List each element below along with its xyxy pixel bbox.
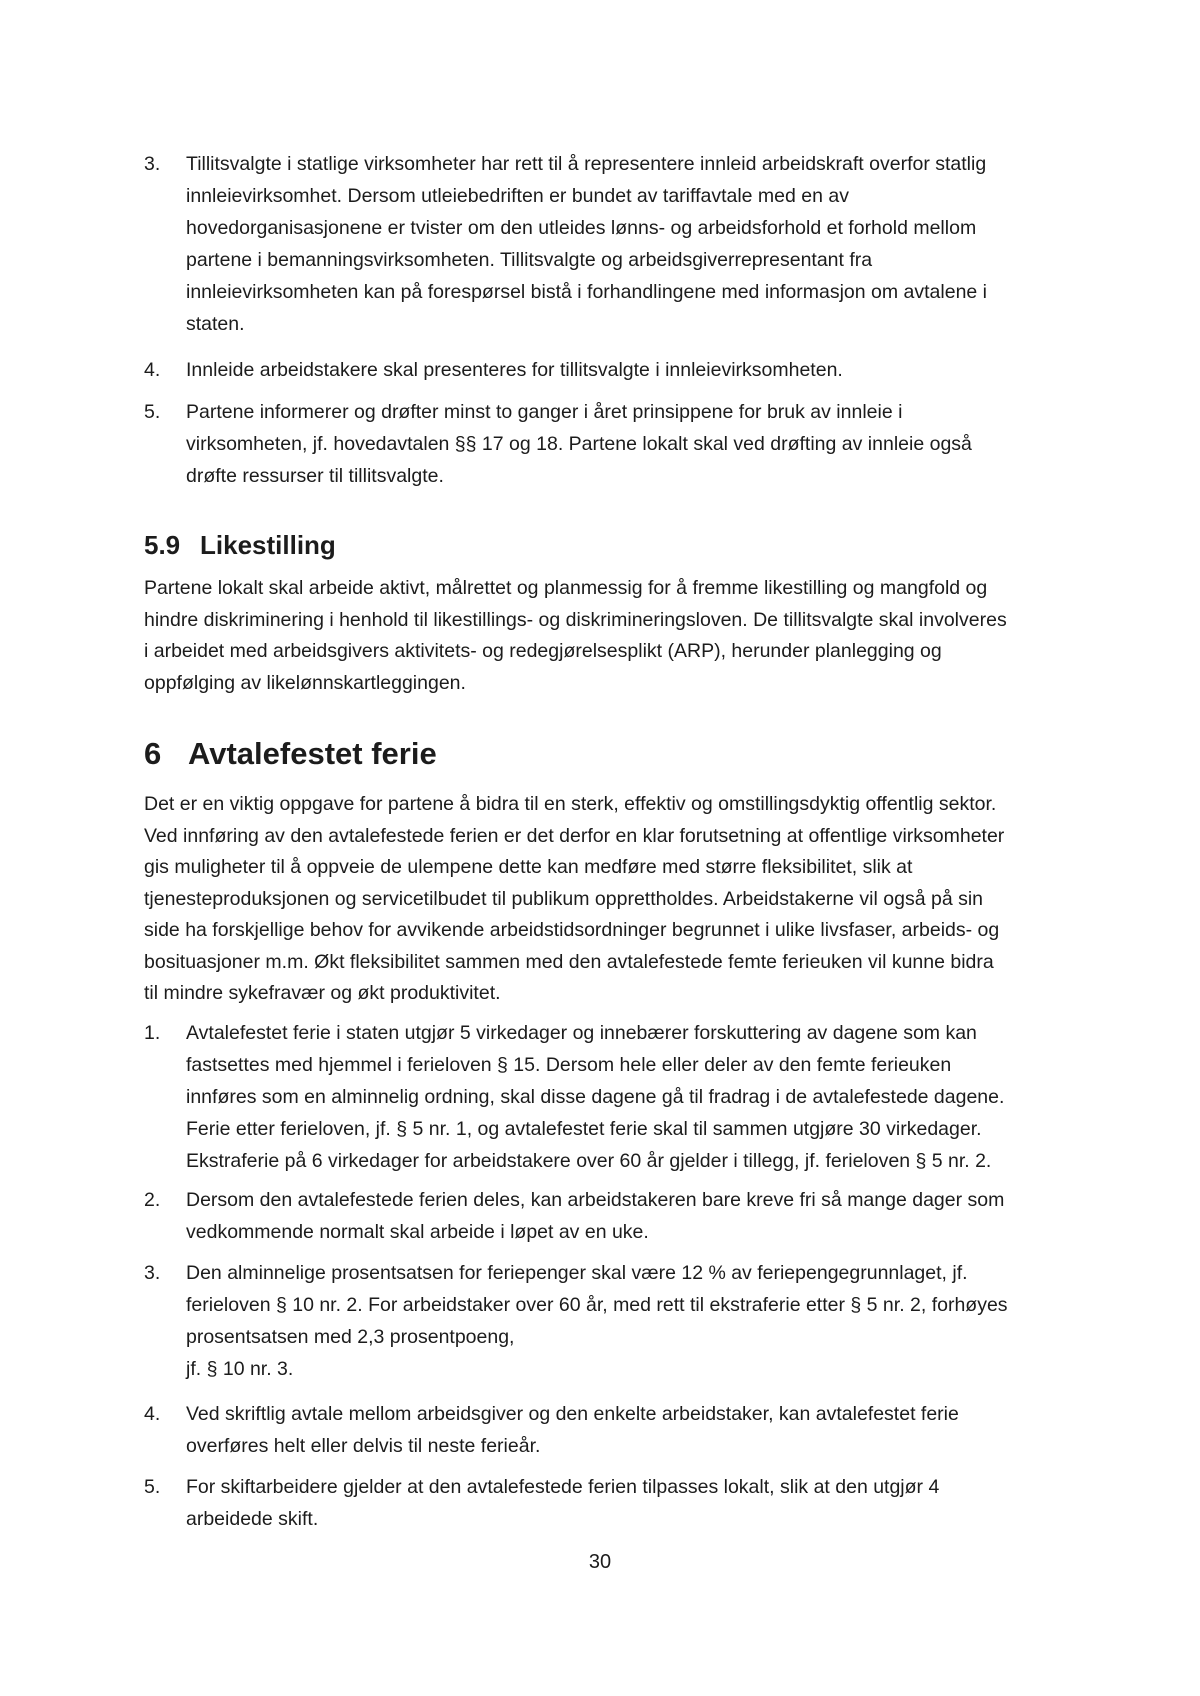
text-line: Tillitsvalgte i statlige virksomheter har rett til å representere innleid arbeidskraft overfor statlig [186, 153, 987, 175]
list-item-text [186, 1471, 1046, 1535]
text-line: virksomheten, jf. hovedavtalen §§ 17 og 18. Partene lokalt skal ved drøfting av innleie også [186, 433, 972, 455]
text-line: Partene lokalt skal arbeide aktivt, målrettet og planmessig for å fremme likestilling og mangfold og [144, 577, 988, 599]
text-line: fastsettes med hjemmel i ferieloven § 15. Dersom hele eller deler av den femte ferieuken [186, 1054, 952, 1076]
text-line: til mindre sykefravær og økt produktivitet. [144, 982, 501, 1004]
list-item-text [186, 396, 1046, 492]
text-line: side ha forskjellige behov for avvikende arbeidstidsordninger begrunnet i ulike livsfaser, arbeids- og [144, 919, 1000, 941]
list-item-number: 2. [144, 1189, 161, 1211]
list-item-number: 5. [144, 1476, 161, 1498]
section-number: 6 [144, 736, 162, 771]
text-line: jf. § 10 nr. 3. [186, 1358, 294, 1380]
text-line: hindre diskriminering i henhold til likestillings- og diskrimineringsloven. De tillitsvalgte skal involveres [144, 608, 1007, 631]
list-item-text [186, 1184, 1046, 1248]
text-line: innføres som en alminnelig ordning, skal disse dagene gå til fradrag i de avtalefestede dagene. [186, 1086, 1005, 1108]
text-line: i arbeidet med arbeidsgivers aktivitets- og redegjørelsesplikt (ARP), herunder planlegging og [144, 640, 942, 662]
list-item-text [186, 1257, 1046, 1385]
text-line: partene i bemanningsvirksomheten. Tillitsvalgte og arbeidsgiverrepresentant fra [186, 249, 873, 271]
text-line: prosentsatsen med 2,3 prosentpoeng, [186, 1326, 515, 1348]
list-item-number: 3. [144, 153, 161, 175]
list-item-text [186, 1398, 1046, 1462]
list-item-number: 5. [144, 401, 161, 423]
list-item-number: 4. [144, 359, 161, 381]
text-line: For skiftarbeidere gjelder at den avtalefestede ferien tilpasses lokalt, slik at den utgjør 4 [186, 1476, 940, 1498]
list-item-text [186, 148, 1046, 340]
text-line: Partene informerer og drøfter minst to ganger i året prinsippene for bruk av innleie i [186, 401, 903, 423]
text-line: ferieloven § 10 nr. 2. For arbeidstaker over 60 år, med rett til ekstraferie etter § 5 nr. 2, forhøyes [186, 1294, 1008, 1316]
text-line: Avtalefestet ferie i staten utgjør 5 virkedager og innebærer forskuttering av dagene som kan [186, 1022, 977, 1044]
text-line: staten. [186, 313, 245, 335]
text-line: tjenesteproduksjonen og servicetilbudet til publikum opprettholdes. Arbeidstakerne vil også på sin [144, 887, 984, 910]
text-line: arbeidede skift. [186, 1508, 319, 1530]
section-title: Avtalefestet ferie [188, 736, 437, 771]
text-line: Ekstraferie på 6 virkedager for arbeidstakere over 60 år gjelder i tillegg, jf. ferieloven § 5 nr. 2. [186, 1150, 992, 1172]
list-item-text [186, 1017, 1046, 1177]
list-item-text [186, 354, 1046, 386]
section-5-9-paragraph [144, 573, 1074, 699]
text-line: gis muligheter til å oppveie de ulempene dette kan medføre med større fleksibilitet, slik at [144, 856, 913, 878]
text-line: innleievirksomheten kan på forespørsel bistå i forhandlingene med informasjon om avtalene i [186, 281, 988, 303]
text-line: hovedorganisasjonene er tvister om den utleides lønns- og arbeidsforhold et forhold mellom [186, 217, 977, 239]
page-number: 30 [588, 1551, 612, 1573]
text-line: drøfte ressurser til tillitsvalgte. [186, 465, 444, 487]
section-title: Likestilling [200, 530, 336, 560]
section-heading-5-9 [144, 528, 336, 562]
text-line: overføres helt eller delvis til neste ferieår. [186, 1435, 541, 1457]
text-line: Ved skriftlig avtale mellom arbeidsgiver og den enkelte arbeidstaker, kan avtalefestet ferie [186, 1403, 959, 1425]
section-heading-6 [144, 734, 437, 774]
section-6-paragraph [144, 789, 1074, 1010]
list-item-number: 4. [144, 1403, 161, 1425]
text-line: Ferie etter ferieloven, jf. § 5 nr. 1, og avtalefestet ferie skal til sammen utgjøre 30 virkedager. [186, 1118, 982, 1140]
text-line: vedkommende normalt skal arbeide i løpet av en uke. [186, 1221, 649, 1243]
text-line: Den alminnelige prosentsatsen for feriepenger skal være 12 % av feriepengegrunnlaget, jf. [186, 1262, 968, 1284]
list-item-number: 1. [144, 1022, 161, 1044]
section-number: 5.9 [144, 530, 181, 560]
text-line: bosituasjoner m.m. Økt fleksibilitet sammen med den avtalefestede femte ferieuken vil kunne bidra [144, 950, 994, 973]
list-item-number: 3. [144, 1262, 161, 1284]
text-line: Det er en viktig oppgave for partene å bidra til en sterk, effektiv og omstillingsdyktig offentlig sektor. [144, 793, 997, 815]
text-line: Ved innføring av den avtalefestede ferien er det derfor en klar forutsetning at offentlige virksomheter [144, 824, 1005, 847]
text-line: oppfølging av likelønnskartleggingen. [144, 671, 466, 694]
text-line: Innleide arbeidstakere skal presenteres for tillitsvalgte i innleievirksomheten. [186, 359, 843, 381]
text-line: innleievirksomhet. Dersom utleiebedriften er bundet av tariffavtale med en av [186, 185, 849, 207]
text-line: Dersom den avtalefestede ferien deles, kan arbeidstakeren bare kreve fri så mange dager som [186, 1189, 1005, 1211]
